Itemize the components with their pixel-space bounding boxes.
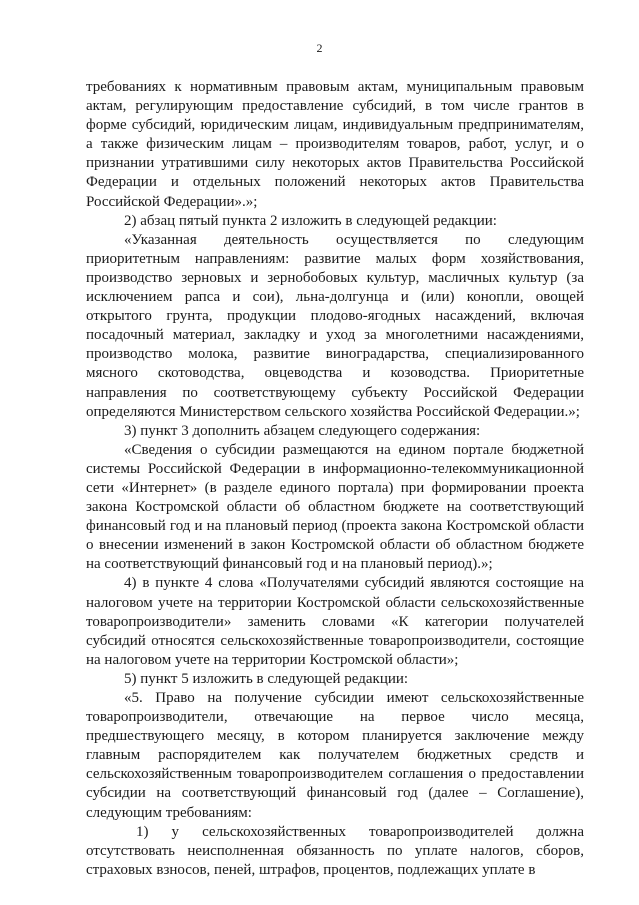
- paragraph: 3) пункт 3 дополнить абзацем следующего содержания:: [124, 422, 481, 439]
- paragraph: 5) пункт 5 изложить в следующей редакции:: [124, 670, 409, 687]
- document-body: [86, 78, 584, 880]
- paragraph: 1) у сельскохозяйственных товаропроизводителей должна отсутствовать неисполненная обязанность по уплате налогов, сборов, страховых взносов, пеней, штрафов, процентов, подлежащих уплате в: [86, 823, 584, 878]
- page-number: 2: [316, 41, 323, 55]
- paragraph: «Указанная деятельность осуществляется по следующим приоритетным направлениям: развитие малых форм хозяйствования, производство зерновых и зернобобовых культур, масличных культур (за исключением рапса и сои), льна-долгунца и (или) конопли, овощей открытого грунта, продукции плодово-ягодных насаждений, включая посадочный материал, закладку и уход за многолетними насаждениями, производство молока, развитие виноградарства, специализированного мясного скотоводства, овцеводства и козоводства. Приоритетные направления по соответствующему субъекту Российской Федерации определяются Министерством сельского хозяйства Российской Федерации.»;: [86, 231, 584, 420]
- paragraph: 2) абзац пятый пункта 2 изложить в следующей редакции:: [124, 212, 497, 229]
- paragraph: 4) в пункте 4 слова «Получателями субсидий являются состоящие на налоговом учете на территории Костромской области сельскохозяйственные товаропроизводители» заменить словами «К категории получателей субсидий относятся сельскохозяйственные товаропроизводители, состоящие на налоговом учете на территории Костромской области»;: [86, 575, 584, 668]
- paragraph: «5. Право на получение субсидии имеют сельскохозяйственные товаропроизводители, отвечающие на первое число месяца, предшествующего месяцу, в котором планируется заключение между главным распорядителем как получателем бюджетных средств и сельскохозяйственным товаропроизводителем соглашения о предоставлении субсидии на соответствующий финансовый год (далее – Соглашение), следующим требованиям:: [86, 690, 584, 821]
- paragraph: требованиях к нормативным правовым актам, муниципальным правовым актам, регулирующим предоставление субсидий, в том числе грантов в форме субсидий, юридическим лицам, индивидуальным предпринимателям, а также физическим лицам – производителям товаров, работ, услуг, и о признании утратившими силу некоторых актов Правительства Российской Федерации и отдельных положений некоторых актов Правительства Российской Федерации».»;: [86, 79, 584, 210]
- paragraph: «Сведения о субсидии размещаются на едином портале бюджетной системы Российской Федерации в информационно-телекоммуникационной сети «Интернет» (в разделе единого портала) при формировании проекта закона Костромской области об областном бюджете на соответствующий финансовый год и на плановый период (проекта закона Костромской области о внесении изменений в закон Костромской области об областном бюджете на соответствующий финансовый год и на плановый период).»;: [86, 441, 584, 573]
